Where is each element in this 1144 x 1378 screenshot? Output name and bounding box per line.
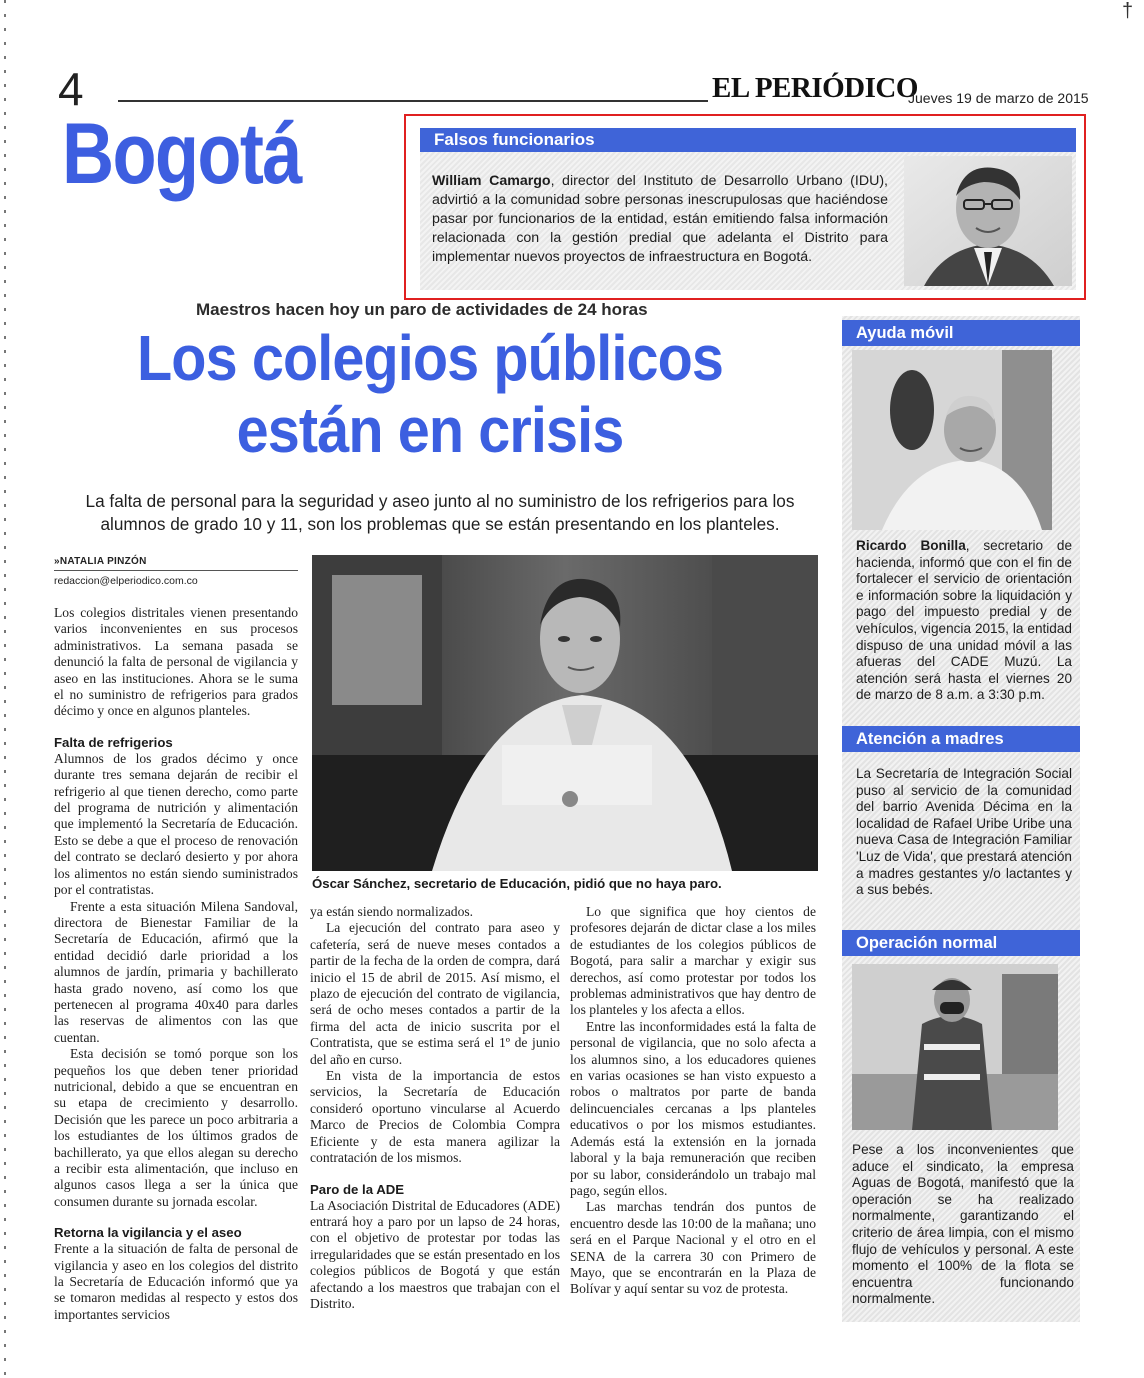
paragraph: Alumnos de los grados décimo y once durante tres semana dejarán de recibir el refrigerio al que tienen derecho, como parte del programa de nutrición y alimentación que implementó la Secretaría de Educación. Esto se debe a que el proceso de renovación del contrato se declaró desierto y por ahora los alimentos no están siendo suministrados por el contratistas. xyxy=(54,750,298,898)
operacion-text: Pese a los inconvenientes que aduce el sindicato, la empresa Aguas de Bogotá, manifestó que la operación se ha realizado normalmente, garantizando el criterio de área limpia, con el mismo flujo de vehículos y personal. A este momento el 100% de la flota se encuentra funcionando normalmente. xyxy=(852,1142,1074,1307)
paragraph: Frente a esta situación Milena Sandoval, directora de Bienestar Familiar de la Secretaría de Educación, afirmó que la entidad decidió darle prioridad a los alumnos de jardín, primaria y bachillerato hasta grado noveno, así como los que pertenecen al programa 40x40 para darles las reservas de alimentos con las que cuentan. xyxy=(54,898,298,1045)
ayuda-text xyxy=(856,538,1072,704)
article-column-3 xyxy=(570,904,816,1298)
headline-line-2: están en crisis xyxy=(236,394,624,466)
headline-line-1: Los colegios públicos xyxy=(137,322,723,394)
paragraph: Los colegios distritales vienen presentando varios inconvenientes en sus procesos administrativos. La semana pasada se denunció la falta de personal de vigilancia y aseo en las instituciones. Ahora se le suma el no suministro de refrigerios para grados décimo y once en algunos planteles. xyxy=(54,605,298,719)
paragraph: En vista de la importancia de estos servicios, la Secretaría de Educación consideró oportuno vincularse al Acuerdo Marco de Precios de Colombia Compra Eficiente y de esta manera agilizar la contratación de los mismos. xyxy=(310,1068,560,1166)
paragraph: Esta decisión se tomó porque son los pequeños los que deben tener prioridad nutricional, debido a que se encuentran en su etapa de crecimiento y desarrollo. Decisión que les parece un poco arbitraria a los estudiantes de los últimos grados de bachillerato, ya que ellos alegan su derecho a recibir esta alimentación, que incluso en algunos casos llega a ser la única que consumen durante su jornada escolar. xyxy=(54,1046,298,1209)
section-title: Bogotá xyxy=(62,106,301,202)
article-column-1 xyxy=(54,605,298,1323)
subheading: Falta de refrigerios xyxy=(54,734,173,750)
headline xyxy=(80,322,780,466)
article-column-2 xyxy=(310,904,560,1312)
subheading: Retorna la vigilancia y el aseo xyxy=(54,1225,242,1241)
masthead: EL PERIÓDICO xyxy=(712,72,918,104)
page-number: 4 xyxy=(58,63,84,115)
paragraph: ya están siendo normalizados. xyxy=(310,904,474,919)
operacion-banner: Operación normal xyxy=(842,930,1080,956)
kicker: Maestros hacen hoy un paro de actividades de 24 horas xyxy=(196,300,648,319)
issue-date: Jueves 19 de marzo de 2015 xyxy=(908,90,1089,106)
paragraph: La ejecución del contrato para aseo y cafetería, será de nueve meses contados a partir de la fecha de la orden de compra, dará inicio el 15 de abril de 2015. Así mismo, el plazo de ejecución del contrato de vigilancia, será de ocho meses contados a partir de la firma del acta de inicio suscrita por el Contratista, que se estima será el 1º de junio del año en curso. xyxy=(310,920,560,1067)
ayuda-body: , secretario de hacienda, informó que con el fin de fortalecer el servicio de orientación e información sobre la liquidación y pago del impuesto predial y de vehículos, vigencia 2015, la entidad dispuso de una unidad móvil a las afueras del CADE Muzú. La atención será hasta el viernes 20 de marzo de 8 a.m. a 3:30 p.m. xyxy=(856,538,1073,703)
lede: La falta de personal para la seguridad y aseo junto al no suministro de los refrigerios para los alumnos de grado 10 y 11, son los problemas que se están presentando en los planteles. xyxy=(85,491,795,534)
paragraph: Las marchas tendrán dos puntos de encuentro desde las 10:00 de la mañana; uno será en el Parque Nacional y el otro en el SENA de la carrera 30 con Primero de Mayo, que se encontrarán en la Plaza de Bolívar y aquí sentar su voz de protesta. xyxy=(570,1199,816,1297)
paragraph: Lo que significa que hoy cientos de profesores dejarán de dictar clase a los miles de estudiantes de los colegios públicos de Bogotá, para salir a marchar y exigir sus derechos, así como protestar por todos los problemas administrativos que hay dentro de los planteles y los afecta a ellos. xyxy=(570,904,816,1018)
byline-rule xyxy=(54,570,298,571)
falsos-text xyxy=(432,172,888,267)
byline: »NATALIA PINZÓN xyxy=(54,556,147,567)
operacion-photo xyxy=(852,964,1058,1130)
portrait-photo xyxy=(904,156,1072,286)
subheading: Paro de la ADE xyxy=(310,1181,405,1197)
ayuda-name: Ricardo Bonilla xyxy=(856,538,966,553)
paragraph: Frente a la situación de falta de personal de vigilancia y aseo en los colegios del distrito la Secretaría de Educación informó que ya se tomaron medidas al respecto y estos dos importantes servicios xyxy=(54,1241,298,1322)
paragraph: Entre las inconformidades está la falta de personal de vigilancia, que no solo afecta a los alumnos sino, a los educadores quienes en varias ocasiones se han visto expuesto a robos o maltratos por parte de banda delincuenciales cercanas a lps planteles educativos o por los mismos estudiantes. Además está la extensión en la jornada laboral y la baja remuneración que reciben por su labor, considerándolo un trabajo mal pago, según ellos. xyxy=(570,1018,816,1198)
atencion-text: La Secretaría de Integración Social puso al servicio de la comunidad del barrio Avenida Décima en la localidad de Rafael Uribe Uribe una nueva Casa de Integración Familiar 'Luz de Vida', que prestará atención a madres gestantes y/o lactantes y a sus bebés. xyxy=(856,766,1072,898)
ayuda-banner: Ayuda móvil xyxy=(842,320,1080,346)
edge-dots xyxy=(4,0,6,1378)
crop-mark-icon: † xyxy=(1122,0,1134,22)
main-photo xyxy=(312,555,818,871)
photo-caption: Óscar Sánchez, secretario de Educación, pidió que no haya paro. xyxy=(312,876,722,891)
falsos-name: William Camargo xyxy=(432,173,551,189)
ayuda-photo xyxy=(852,350,1052,530)
paragraph: La Asociación Distrital de Educadores (ADE) entrará hoy a paro por un lapso de 24 horas, con el objetivo de protestar por todas las irregularidades que se están presentado en los colegios públicos de Bogotá y que están afectando a los maestros que trabajan con el Distrito. xyxy=(310,1197,560,1311)
atencion-banner: Atención a madres xyxy=(842,726,1080,752)
header-rule xyxy=(118,100,708,102)
author-email: redaccion@elperiodico.com.co xyxy=(54,575,198,587)
falsos-banner: Falsos funcionarios xyxy=(420,128,1076,152)
falsos-body: , director del Instituto de Desarrollo Urbano (IDU), advirtió a la comunidad sobre personas inescrupulosas que haciéndose pasar por funcionarios de la entidad, están emitiendo falsa información relacionada con la gestión predial que adelanta el Distrito para implementar nuevos proyectos de infraestructura en Bogotá. xyxy=(432,173,888,265)
